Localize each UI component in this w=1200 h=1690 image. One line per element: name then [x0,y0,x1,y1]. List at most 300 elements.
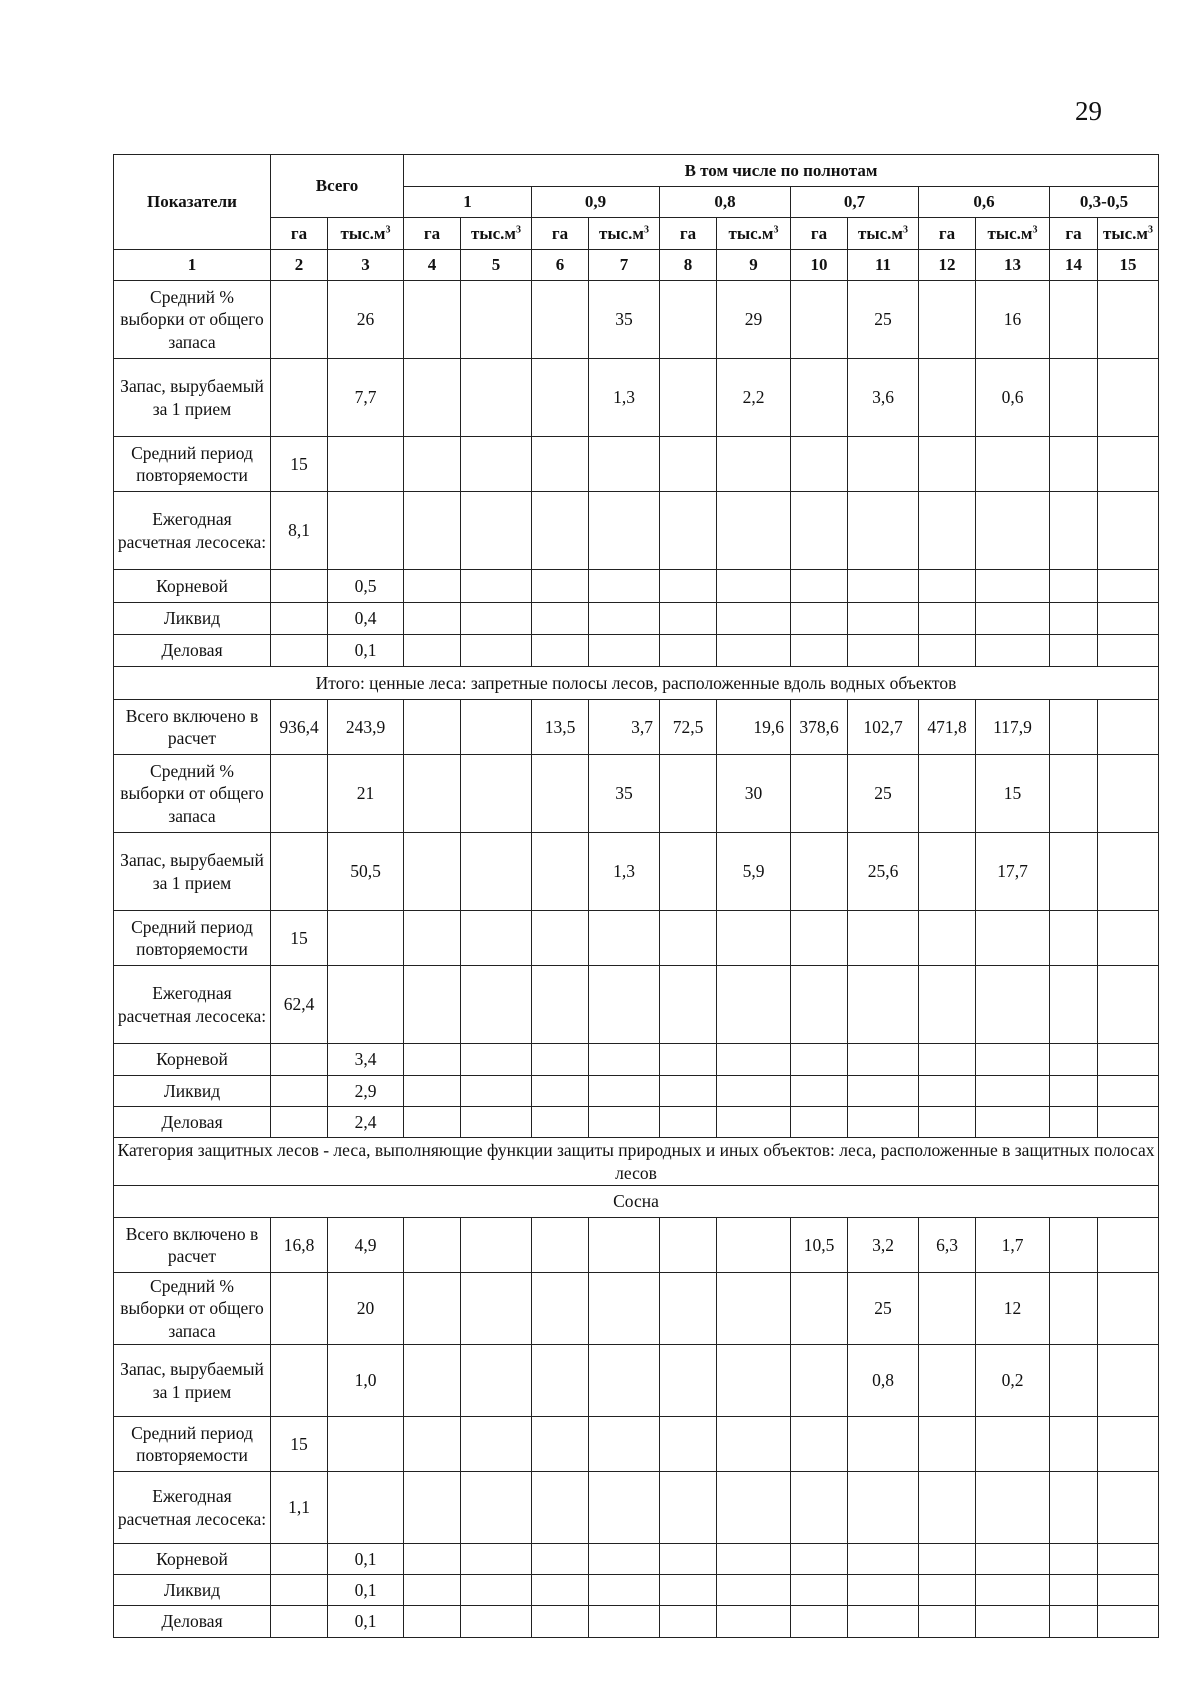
unit-vol-superscript: 3 [385,223,391,235]
unit-vol-superscript: 3 [903,223,908,235]
cell-col-14 [1050,603,1098,635]
cell-col-12 [919,281,976,359]
cell-col-7: 35 [589,281,660,359]
cell-col-13 [976,1472,1050,1544]
column-number: 6 [532,250,589,281]
cell-col-9 [717,966,791,1044]
cell-col-6 [532,833,589,911]
table-row [114,833,1159,911]
table-row [114,603,1159,635]
cell-col-14 [1050,911,1098,966]
cell-col-6 [532,1417,589,1472]
cell-col-7 [589,966,660,1044]
cell-col-4 [404,1345,461,1417]
cell-col-11 [848,635,919,667]
column-number: 1 [114,250,271,281]
cell-col-8 [660,1606,717,1638]
cell-col-12 [919,1472,976,1544]
cell-col-14 [1050,1044,1098,1076]
row-label-root: Корневой [114,570,271,603]
cell-col-6 [532,635,589,667]
cell-col-2 [271,1044,328,1076]
header-unit-volume [461,218,532,250]
forest-cut-table [113,154,1159,1638]
cell-col-8 [660,492,717,570]
cell-col-10 [791,1575,848,1606]
table-row [114,635,1159,667]
cell-col-3: 26 [328,281,404,359]
cell-col-4 [404,1044,461,1076]
cell-col-7 [589,1417,660,1472]
section-row [114,1138,1159,1186]
cell-col-9 [717,603,791,635]
cell-col-14 [1050,1107,1098,1138]
cell-col-6 [532,1076,589,1107]
cell-col-13: 117,9 [976,700,1050,755]
cell-col-10 [791,1606,848,1638]
cell-col-6 [532,1472,589,1544]
cell-col-3: 0,1 [328,635,404,667]
table-row [114,911,1159,966]
cell-col-4 [404,1606,461,1638]
cell-col-14 [1050,755,1098,833]
cell-col-11 [848,911,919,966]
cell-col-6 [532,1218,589,1273]
cell-col-4 [404,570,461,603]
cell-col-13 [976,1417,1050,1472]
cell-col-12: 471,8 [919,700,976,755]
cell-col-5 [461,1076,532,1107]
cell-col-12 [919,492,976,570]
cell-col-11 [848,1472,919,1544]
cell-col-13: 15 [976,755,1050,833]
cell-col-3: 4,9 [328,1218,404,1273]
cell-col-4 [404,359,461,437]
row-label-stock_cut: Запас, вырубаемый за 1 прием [114,359,271,437]
cell-col-15 [1098,1218,1159,1273]
cell-col-7 [589,1575,660,1606]
cell-col-13 [976,1076,1050,1107]
cell-col-11 [848,492,919,570]
cell-col-15 [1098,492,1159,570]
cell-col-7 [589,1544,660,1575]
cell-col-6 [532,1345,589,1417]
cell-col-4 [404,1107,461,1138]
column-number: 13 [976,250,1050,281]
cell-col-2: 936,4 [271,700,328,755]
row-label-root: Корневой [114,1544,271,1575]
cell-col-12 [919,1345,976,1417]
row-label-root: Корневой [114,1044,271,1076]
cell-col-5 [461,1107,532,1138]
cell-col-5 [461,1606,532,1638]
cell-col-9 [717,1076,791,1107]
cell-col-7 [589,437,660,492]
cell-col-9 [717,1044,791,1076]
cell-col-3: 50,5 [328,833,404,911]
header-total: Всего [271,155,404,218]
cell-col-10 [791,570,848,603]
cell-col-2 [271,833,328,911]
cell-col-9 [717,1345,791,1417]
cell-col-2 [271,1544,328,1575]
cell-col-11 [848,1544,919,1575]
cell-col-10 [791,755,848,833]
cell-col-6 [532,911,589,966]
cell-col-2: 16,8 [271,1218,328,1273]
cell-col-9: 2,2 [717,359,791,437]
cell-col-2 [271,1345,328,1417]
table-row [114,966,1159,1044]
cell-col-3: 2,9 [328,1076,404,1107]
cell-col-12 [919,1107,976,1138]
table-row [114,1044,1159,1076]
cell-col-7 [589,1218,660,1273]
cell-col-14 [1050,1076,1098,1107]
column-number: 2 [271,250,328,281]
cell-col-12 [919,966,976,1044]
cell-col-13: 1,7 [976,1218,1050,1273]
cell-col-8 [660,1273,717,1345]
cell-col-10 [791,1417,848,1472]
cell-col-11: 25,6 [848,833,919,911]
cell-col-12: 6,3 [919,1218,976,1273]
cell-col-9 [717,1417,791,1472]
cell-col-13: 16 [976,281,1050,359]
cell-col-13 [976,911,1050,966]
header-row-units [114,218,1159,250]
cell-col-7: 3,7 [589,700,660,755]
cell-col-6 [532,281,589,359]
row-label-avg_pct: Средний % выборки от общего запаса [114,281,271,359]
cell-col-5 [461,1345,532,1417]
cell-col-11: 25 [848,281,919,359]
cell-col-2: 15 [271,437,328,492]
cell-col-7 [589,1044,660,1076]
cell-col-8 [660,437,717,492]
cell-col-9 [717,1218,791,1273]
cell-col-12 [919,1273,976,1345]
cell-col-4 [404,1575,461,1606]
cell-col-2 [271,570,328,603]
cell-col-9 [717,1273,791,1345]
cell-col-2 [271,359,328,437]
table-row [114,1544,1159,1575]
cell-col-4 [404,1076,461,1107]
cell-col-3 [328,1417,404,1472]
unit-vol-text: тыс.м [987,223,1033,243]
cell-col-14 [1050,492,1098,570]
row-label-liquid: Ликвид [114,1575,271,1606]
cell-col-6 [532,1044,589,1076]
cell-col-11: 25 [848,1273,919,1345]
cell-col-10 [791,359,848,437]
cell-col-3: 243,9 [328,700,404,755]
row-label-avg_pct: Средний % выборки от общего запаса [114,755,271,833]
unit-vol-text: тыс.м [858,223,903,243]
cell-col-9 [717,437,791,492]
cell-col-11 [848,1044,919,1076]
cell-col-13 [976,603,1050,635]
cell-col-2: 8,1 [271,492,328,570]
unit-vol-superscript: 3 [773,223,779,235]
cell-col-12 [919,635,976,667]
row-label-annual_cut: Ежегодная расчетная лесосека: [114,966,271,1044]
cell-col-15 [1098,281,1159,359]
unit-vol-text: тыс.м [1103,223,1149,243]
row-label-annual_cut: Ежегодная расчетная лесосека: [114,492,271,570]
cell-col-8 [660,1044,717,1076]
header-unit-volume [717,218,791,250]
header-unit-volume [589,218,660,250]
cell-col-12 [919,603,976,635]
cell-col-9: 5,9 [717,833,791,911]
column-number: 5 [461,250,532,281]
cell-col-14 [1050,1345,1098,1417]
table-row [114,1575,1159,1606]
cell-col-2: 15 [271,1417,328,1472]
header-density-1: 0,9 [532,187,660,218]
cell-col-10 [791,1544,848,1575]
column-number: 15 [1098,250,1159,281]
cell-col-6: 13,5 [532,700,589,755]
cell-col-11 [848,603,919,635]
cell-col-8 [660,755,717,833]
cell-col-15 [1098,911,1159,966]
unit-vol-superscript: 3 [1148,223,1154,235]
column-number: 10 [791,250,848,281]
cell-col-6 [532,437,589,492]
row-label-business: Деловая [114,1606,271,1638]
table-row [114,1472,1159,1544]
header-unit-ha: га [404,218,461,250]
cell-col-8 [660,570,717,603]
cell-col-14 [1050,1273,1098,1345]
cell-col-13 [976,1107,1050,1138]
cell-col-6 [532,1273,589,1345]
cell-col-7 [589,492,660,570]
cell-col-8 [660,1575,717,1606]
row-label-total_included: Всего включено в расчет [114,700,271,755]
cell-col-13 [976,1575,1050,1606]
cell-col-3 [328,1472,404,1544]
cell-col-11 [848,1107,919,1138]
row-label-annual_cut: Ежегодная расчетная лесосека: [114,1472,271,1544]
cell-col-10 [791,833,848,911]
cell-col-3: 0,1 [328,1606,404,1638]
header-unit-ha: га [1050,218,1098,250]
header-unit-ha: га [660,218,717,250]
section-row [114,1186,1159,1218]
cell-col-10 [791,281,848,359]
cell-col-4 [404,635,461,667]
cell-col-15 [1098,570,1159,603]
cell-col-3: 3,4 [328,1044,404,1076]
cell-col-13 [976,1544,1050,1575]
cell-col-6 [532,570,589,603]
cell-col-5 [461,1544,532,1575]
cell-col-15 [1098,603,1159,635]
table-row [114,1417,1159,1472]
cell-col-6 [532,492,589,570]
cell-col-9 [717,570,791,603]
cell-col-3: 0,1 [328,1575,404,1606]
cell-col-10 [791,492,848,570]
cell-col-7 [589,1107,660,1138]
cell-col-11: 3,2 [848,1218,919,1273]
cell-col-12 [919,1606,976,1638]
cell-col-4 [404,603,461,635]
cell-col-3: 0,4 [328,603,404,635]
cell-col-4 [404,492,461,570]
cell-col-4 [404,700,461,755]
cell-col-8 [660,635,717,667]
cell-col-5 [461,570,532,603]
cell-col-3 [328,966,404,1044]
row-label-stock_cut: Запас, вырубаемый за 1 прием [114,1345,271,1417]
cell-col-5 [461,635,532,667]
cell-col-8 [660,1076,717,1107]
cell-col-12 [919,1076,976,1107]
column-number: 14 [1050,250,1098,281]
cell-col-6 [532,1107,589,1138]
cell-col-6 [532,755,589,833]
cell-col-14 [1050,1472,1098,1544]
cell-col-4 [404,1544,461,1575]
unit-vol-text: тыс.м [599,223,644,243]
cell-col-5 [461,437,532,492]
cell-col-8: 72,5 [660,700,717,755]
cell-col-11 [848,1076,919,1107]
cell-col-13 [976,966,1050,1044]
cell-col-12 [919,437,976,492]
header-density-4: 0,6 [919,187,1050,218]
cell-col-3 [328,911,404,966]
unit-vol-text: тыс.м [471,223,516,243]
cell-col-15 [1098,1606,1159,1638]
cell-col-5 [461,1417,532,1472]
cell-col-13: 12 [976,1273,1050,1345]
cell-col-11 [848,1606,919,1638]
cell-col-14 [1050,1575,1098,1606]
cell-col-15 [1098,1575,1159,1606]
cell-col-15 [1098,635,1159,667]
cell-col-12 [919,1044,976,1076]
cell-col-13 [976,635,1050,667]
cell-col-9 [717,1544,791,1575]
cell-col-4 [404,437,461,492]
cell-col-14 [1050,1606,1098,1638]
cell-col-5 [461,1575,532,1606]
cell-col-11 [848,1575,919,1606]
cell-col-13 [976,492,1050,570]
row-label-avg_period: Средний период повторяемости [114,1417,271,1472]
cell-col-4 [404,1417,461,1472]
cell-col-9 [717,1606,791,1638]
cell-col-12 [919,359,976,437]
cell-col-13 [976,570,1050,603]
cell-col-15 [1098,1044,1159,1076]
header-density-0: 1 [404,187,532,218]
cell-col-9 [717,635,791,667]
cell-col-10: 10,5 [791,1218,848,1273]
cell-col-14 [1050,700,1098,755]
cell-col-7 [589,1273,660,1345]
cell-col-5 [461,700,532,755]
cell-col-15 [1098,1273,1159,1345]
cell-col-11 [848,1417,919,1472]
cell-col-15 [1098,1345,1159,1417]
cell-col-14 [1050,359,1098,437]
cell-col-10 [791,1107,848,1138]
cell-col-3 [328,492,404,570]
header-unit-volume [976,218,1050,250]
cell-col-4 [404,966,461,1044]
cell-col-7 [589,911,660,966]
cell-col-8 [660,833,717,911]
section-row [114,667,1159,700]
unit-vol-text: тыс.м [728,223,774,243]
row-label-total_included: Всего включено в расчет [114,1218,271,1273]
cell-col-2 [271,1273,328,1345]
header-unit-volume [848,218,919,250]
cell-col-9 [717,1107,791,1138]
cell-col-15 [1098,1076,1159,1107]
cell-col-15 [1098,437,1159,492]
cell-col-14 [1050,635,1098,667]
header-unit-ha: га [271,218,328,250]
header-including: В том числе по полнотам [404,155,1159,187]
cell-col-12 [919,911,976,966]
cell-col-6 [532,1544,589,1575]
cell-col-4 [404,833,461,911]
cell-col-13 [976,437,1050,492]
table-row [114,755,1159,833]
cell-col-11: 102,7 [848,700,919,755]
cell-col-11: 25 [848,755,919,833]
cell-col-7 [589,635,660,667]
cell-col-2 [271,1575,328,1606]
cell-col-5 [461,966,532,1044]
table-row [114,1107,1159,1138]
cell-col-13 [976,1044,1050,1076]
table-row [114,437,1159,492]
cell-col-14 [1050,1544,1098,1575]
cell-col-6 [532,359,589,437]
cell-col-6 [532,603,589,635]
cell-col-7 [589,570,660,603]
cell-col-8 [660,1107,717,1138]
column-number: 3 [328,250,404,281]
row-label-stock_cut: Запас, вырубаемый за 1 прием [114,833,271,911]
cell-col-9: 19,6 [717,700,791,755]
cell-col-8 [660,603,717,635]
cell-col-7: 1,3 [589,833,660,911]
cell-col-2 [271,603,328,635]
table-row [114,1218,1159,1273]
header-unit-ha: га [532,218,589,250]
table-row [114,700,1159,755]
cell-col-14 [1050,281,1098,359]
cell-col-5 [461,1273,532,1345]
header-row-1 [114,155,1159,187]
cell-col-10 [791,911,848,966]
cell-col-4 [404,1218,461,1273]
cell-col-14 [1050,570,1098,603]
cell-col-5 [461,1044,532,1076]
cell-col-10 [791,1044,848,1076]
row-label-liquid: Ликвид [114,1076,271,1107]
